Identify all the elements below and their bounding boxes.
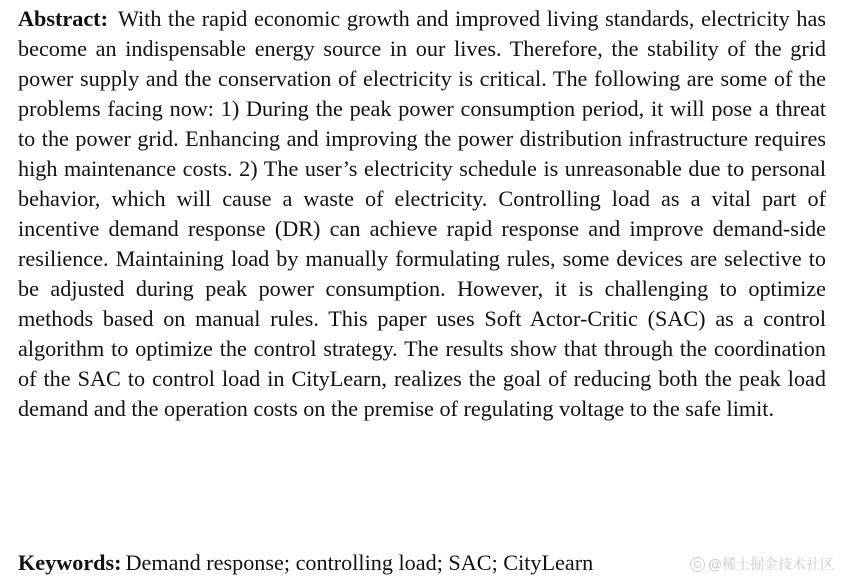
watermark-logo-icon xyxy=(690,557,705,572)
abstract-label: Abstract: xyxy=(18,6,108,31)
abstract-paragraph xyxy=(18,4,826,424)
paper-page xyxy=(18,4,826,424)
keywords-text: Demand response; controlling load; SAC; CityLearn xyxy=(125,550,594,575)
watermark-text: @稀土掘金技术社区 xyxy=(708,557,834,573)
watermark xyxy=(690,554,834,574)
keywords-label: Keywords: xyxy=(18,550,122,575)
abstract-text: With the rapid economic growth and improved living standards, electricity has become an indispensable energy source in our lives. Therefore, the stability of the grid power supply and the conservation of electricity is critical. The following are some of the problems facing now: 1) During the peak power consumption period, it will pose a threat to the power grid. Enhancing and improving the power distribution infrastructure requires high maintenance costs. 2) The user’s electricity schedule is unreasonable due to personal behavior, which will cause a waste of electricity. Controlling load as a vital part of incentive demand response (DR) can achieve rapid response and improve demand-side resilience. Maintaining load by manually formulating rules, some devices are selective to be adjusted during peak power consumption. However, it is challenging to optimize methods based on manual rules. This paper uses Soft Actor-Critic (SAC) as a control algorithm to optimize the control strategy. The results show that through the coordination of the SAC to control load in CityLearn, realizes the goal of reducing both the peak load demand and the operation costs on the premise of regulating voltage to the safe limit. xyxy=(18,6,826,421)
